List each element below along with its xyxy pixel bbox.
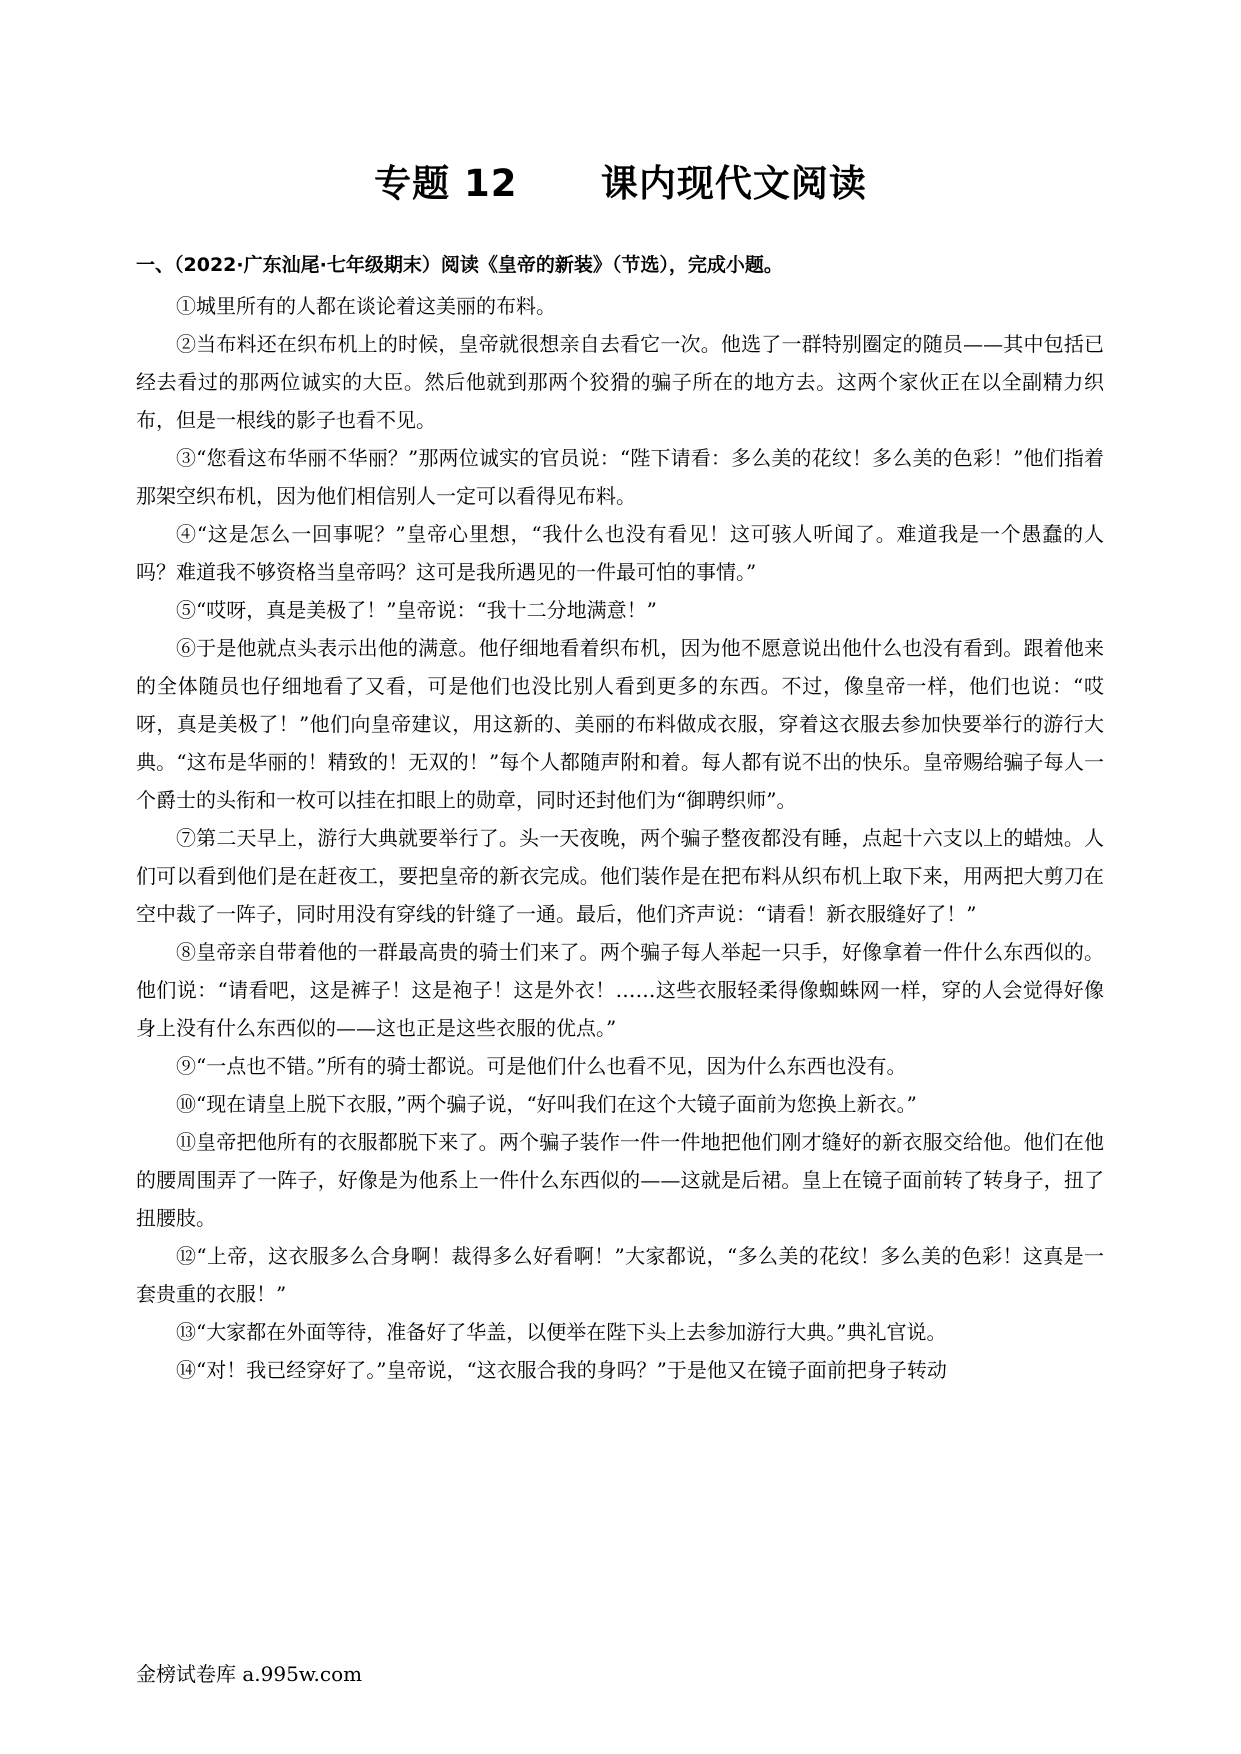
paragraph-12: ⑫“上帝，这衣服多么合身啊！裁得多么好看啊！”大家都说，“多么美的花纹！多么美的色彩！这真是一套贵重的衣服！” [136,1244,1104,1306]
reading-passage [136,287,1104,1389]
paragraph-4: ④“这是怎么一回事呢？”皇帝心里想，“我什么也没有看见！这可骇人听闻了。难道我是一个愚蠢的人吗？难道我不够资格当皇帝吗？这可是我所遇见的一件最可怕的事情。” [136,522,1104,584]
paragraph-10: ⑩“现在请皇上脱下衣服，”两个骗子说，“好叫我们在这个大镜子面前为您换上新衣。” [176,1092,917,1116]
paragraph-11: ⑪皇帝把他所有的衣服都脱下来了。两个骗子装作一件一件地把他们刚才缝好的新衣服交给他。他们在他的腰周围弄了一阵子，好像是为他系上一件什么东西似的——这就是后裙。皇上在镜子面前转了转身子，扭了扭腰肢。 [136,1130,1104,1230]
question-header: 一、（2022·广东汕尾·七年级期末）阅读《皇帝的新装》（节选），完成小题。 [136,254,783,276]
paragraph-3: ③“您看这布华丽不华丽？”那两位诚实的官员说：“陛下请看：多么美的花纹！多么美的色彩！”他们指着那架空织布机，因为他们相信别人一定可以看得见布料。 [136,446,1104,508]
paragraph-2: ②当布料还在织布机上的时候，皇帝就很想亲自去看它一次。他选了一群特别圈定的随员——其中包括已经去看过的那两位诚实的大臣。然后他就到那两个狡猾的骗子所在的地方去。这两个家伙正在以全副精力织布，但是一根线的影子也看不见。 [136,332,1104,432]
paragraph-5: ⑤“哎呀，真是美极了！”皇帝说：“我十二分地满意！” [176,598,657,622]
paragraph-1: ①城里所有的人都在谈论着这美丽的布料。 [176,294,556,318]
paragraph-6: ⑥于是他就点头表示出他的满意。他仔细地看着织布机，因为他不愿意说出他什么也没有看到。跟着他来的全体随员也仔细地看了又看，可是他们也没比别人看到更多的东西。不过，像皇帝一样，他们也说：“哎呀，真是美极了！”他们向皇帝建议，用这新的、美丽的布料做成衣服，穿着这衣服去参加快要举行的游行大典。“这布是华丽的！精致的！无双的！”每个人都随声附和着。每人都有说不出的快乐。皇帝赐给骗子每人一个爵士的头衔和一枚可以挂在扣眼上的勋章，同时还封他们为“御聘织师”。 [136,636,1104,812]
paragraph-9: ⑨“一点也不错。”所有的骑士都说。可是他们什么也看不见，因为什么东西也没有。 [176,1054,907,1078]
page-title: 专题 12 课内现代文阅读 [374,162,867,205]
paragraph-8: ⑧皇帝亲自带着他的一群最高贵的骑士们来了。两个骗子每人举起一只手，好像拿着一件什么东西似的。他们说：“请看吧，这是裤子！这是袍子！这是外衣！……这些衣服轻柔得像蜘蛛网一样，穿的人会觉得好像身上没有什么东西似的——这也正是这些衣服的优点。” [136,940,1104,1040]
footer-watermark: 金榜试卷库 a.995w.com [136,1662,363,1686]
paragraph-13: ⑬“大家都在外面等待，准备好了华盖，以便举在陛下头上去参加游行大典。”典礼官说。 [176,1320,947,1344]
paragraph-7: ⑦第二天早上，游行大典就要举行了。头一天夜晚，两个骗子整夜都没有睡，点起十六支以上的蜡烛。人们可以看到他们是在赶夜工，要把皇帝的新衣完成。他们装作是在把布料从织布机上取下来，用两把大剪刀在空中裁了一阵子，同时用没有穿线的针缝了一通。最后，他们齐声说：“请看！新衣服缝好了！” [136,826,1104,926]
paragraph-14: ⑭“对！我已经穿好了。”皇帝说，“这衣服合我的身吗？”于是他又在镜子面前把身子转动 [176,1358,947,1382]
